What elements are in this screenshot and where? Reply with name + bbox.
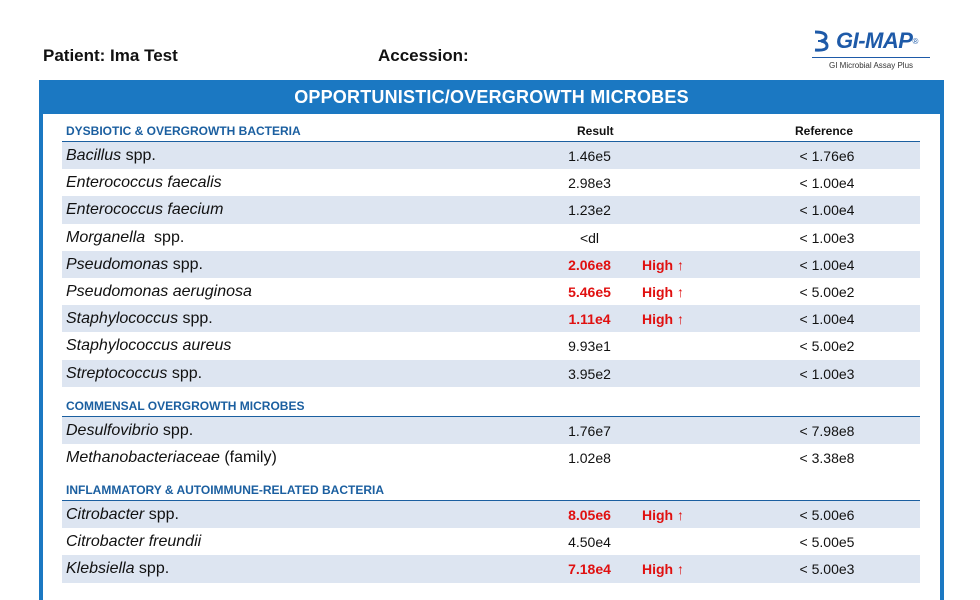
reference-range: < 3.38e8 — [799, 450, 855, 467]
result-value: <dl — [579, 229, 600, 246]
organism-genus: Staphylococcus — [66, 310, 179, 328]
result-value: 2.98e3 — [568, 175, 611, 192]
result-value: 9.93e1 — [568, 338, 611, 355]
reference-range: < 1.00e3 — [799, 365, 855, 382]
organism-name — [66, 533, 201, 551]
table-row — [62, 142, 920, 169]
table-row — [62, 224, 920, 251]
organism-name — [66, 337, 231, 355]
organism-genus: Citrobacter freundii — [66, 533, 202, 551]
result-value: 4.50e4 — [568, 534, 611, 551]
section-title: COMMENSAL OVERGROWTH MICROBES — [66, 399, 305, 413]
organism-genus: Klebsiella — [66, 560, 135, 578]
organism-genus: Bacillus — [66, 147, 122, 164]
organism-suffix: spp. — [167, 364, 203, 382]
organism-genus: Enterococcus faecium — [66, 201, 224, 219]
result-value: 1.76e7 — [568, 423, 611, 439]
organism-genus: Enterococcus faecalis — [66, 174, 222, 192]
organism-suffix: spp. — [121, 147, 156, 164]
high-flag: High ↑ — [642, 256, 684, 273]
reference-range: < 1.00e4 — [799, 202, 855, 219]
section-header — [62, 121, 920, 142]
organism-name — [66, 283, 252, 301]
result-value: 2.06e8 — [568, 256, 611, 273]
accession-label: Accession: — [378, 46, 469, 65]
reference-range: < 5.00e6 — [799, 507, 855, 523]
logo-registered: ® — [912, 36, 919, 46]
result-value: 1.46e5 — [568, 148, 611, 164]
organism-name — [66, 422, 193, 440]
section-commensal — [62, 396, 920, 471]
organism-name — [66, 256, 203, 274]
result-value: 7.18e4 — [568, 561, 611, 578]
organism-suffix: spp. — [168, 255, 203, 273]
organism-name — [66, 310, 213, 328]
organism-name — [66, 229, 184, 247]
organism-name — [66, 174, 222, 192]
table-row — [62, 332, 920, 359]
organism-genus: Citrobacter — [66, 506, 145, 523]
organism-name — [66, 147, 156, 165]
reference-range: < 5.00e2 — [799, 283, 855, 300]
organism-name — [66, 365, 202, 383]
organism-name — [66, 506, 179, 524]
high-flag: High ↑ — [642, 311, 684, 328]
organism-suffix: spp. — [134, 560, 170, 578]
organism-name — [66, 201, 223, 219]
organism-suffix: spp. — [145, 228, 185, 246]
section-title: INFLAMMATORY & AUTOIMMUNE-RELATED BACTERIA — [66, 483, 384, 497]
high-flag: High ↑ — [642, 507, 684, 523]
result-value: 1.11e4 — [568, 311, 611, 328]
organism-suffix: (family) — [219, 449, 277, 467]
section-header — [62, 396, 920, 417]
result-value: 8.05e6 — [568, 507, 611, 523]
panel-title: OPPORTUNISTIC/OVERGROWTH MICROBES — [43, 80, 940, 114]
organism-name — [66, 560, 169, 578]
section-title: DYSBIOTIC & OVERGROWTH BACTERIA — [66, 124, 301, 138]
organism-suffix: spp. — [158, 422, 194, 439]
patient-label: Patient: Ima Test — [43, 46, 178, 65]
organism-genus: Methanobacteriaceae — [66, 449, 220, 467]
section-header — [62, 480, 920, 501]
reference-range: < 1.00e3 — [799, 229, 855, 246]
organism-genus: Staphylococcus aureus — [66, 337, 232, 355]
table-row — [62, 444, 920, 471]
result-value: 1.02e8 — [568, 450, 611, 467]
table-row — [62, 196, 920, 223]
reference-range: < 5.00e2 — [799, 338, 855, 355]
table-row — [62, 169, 920, 196]
organism-name — [66, 449, 277, 467]
table-row — [62, 501, 920, 528]
result-value: 1.23e2 — [568, 202, 611, 219]
result-value: 5.46e5 — [568, 283, 611, 300]
column-header-result: Result — [577, 124, 614, 138]
result-value: 3.95e2 — [568, 365, 611, 382]
organism-suffix: spp. — [178, 310, 213, 328]
gi-map-logo — [812, 27, 932, 73]
table-row — [62, 251, 920, 278]
organism-genus: Morganella — [66, 228, 146, 246]
reference-range: < 1.00e4 — [799, 256, 855, 273]
table-row — [62, 305, 920, 332]
table-row — [62, 417, 920, 444]
high-flag: High ↑ — [642, 561, 684, 578]
table-row — [62, 360, 920, 387]
reference-range: < 7.98e8 — [799, 423, 855, 439]
high-flag: High ↑ — [642, 283, 684, 300]
reference-range: < 1.76e6 — [799, 148, 855, 164]
organism-genus: Pseudomonas aeruginosa — [66, 282, 252, 300]
table-row — [62, 555, 920, 582]
reference-range: < 1.00e4 — [799, 175, 855, 192]
organism-genus: Pseudomonas — [66, 255, 169, 273]
reference-range: < 5.00e5 — [799, 534, 855, 551]
organism-genus: Desulfovibrio — [66, 422, 159, 439]
organism-suffix: spp. — [144, 506, 179, 523]
reference-range: < 1.00e4 — [799, 311, 855, 328]
reference-range: < 5.00e3 — [799, 561, 855, 578]
section-inflammatory — [62, 480, 920, 583]
section-dysbiotic — [62, 121, 920, 387]
table-row — [62, 278, 920, 305]
gi-map-logo-icon — [812, 29, 832, 53]
organism-genus: Streptococcus — [66, 364, 168, 382]
logo-subtitle: GI Microbial Assay Plus — [812, 57, 930, 70]
table-row — [62, 528, 920, 555]
column-header-reference: Reference — [795, 124, 854, 138]
logo-wordmark: GI-MAP — [836, 28, 913, 53]
